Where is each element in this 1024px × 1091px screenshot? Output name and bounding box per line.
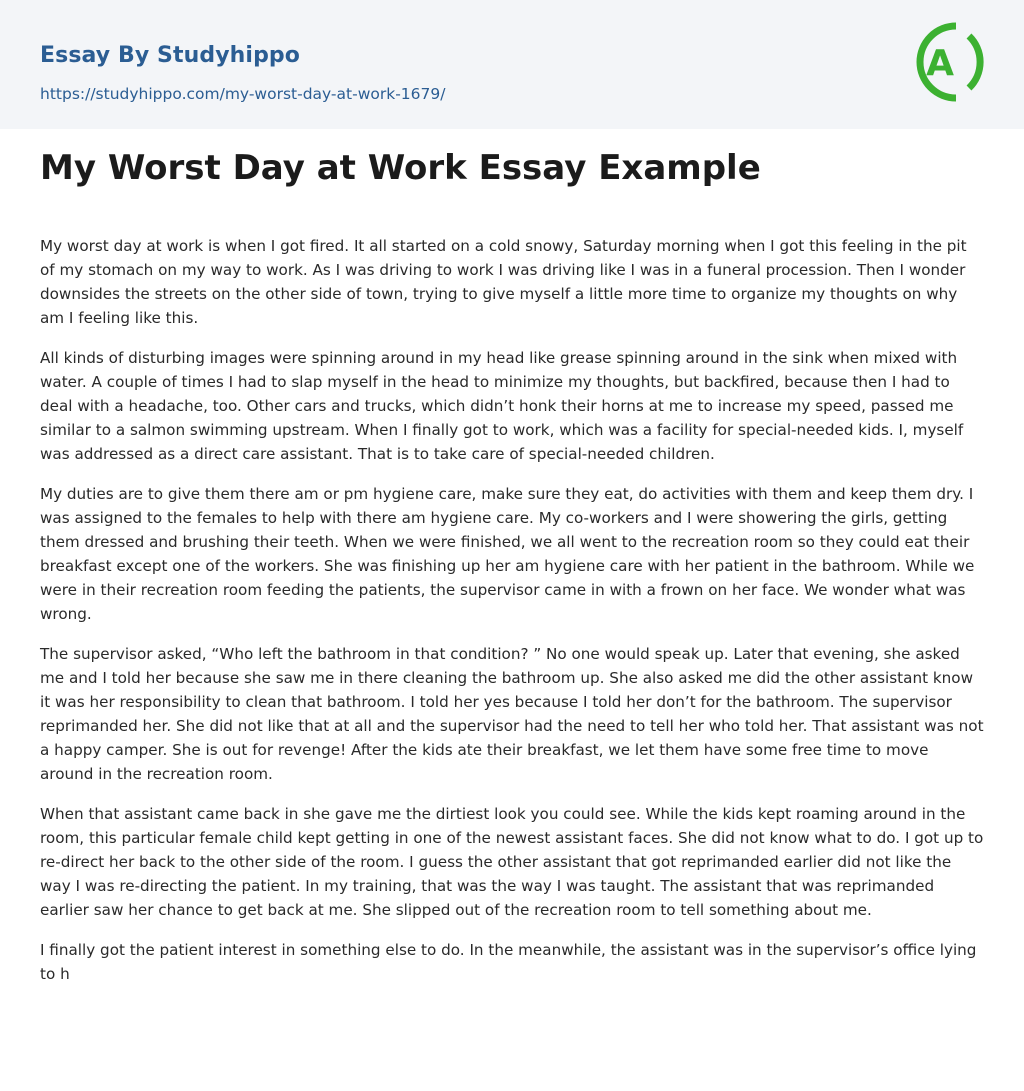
page-title: My Worst Day at Work Essay Example xyxy=(40,148,761,188)
essay-paragraph: My worst day at work is when I got fired. It all started on a cold snowy, Saturday morning when I got this feeling in the pit of my stomach on my way to work. As I was driving to work I was driving like I was in a funeral procession. Then I wonder downsides the streets on the other side of town, trying to give myself a little more time to organize my thoughts on why am I feeling like this. xyxy=(40,237,967,327)
essay-url-link[interactable]: https://studyhippo.com/my-worst-day-at-work-1679/ xyxy=(40,85,446,103)
site-brand[interactable]: Essay By Studyhippo xyxy=(40,43,300,68)
essay-body xyxy=(40,234,986,1002)
essay-paragraph: My duties are to give them there am or pm hygiene care, make sure they eat, do activities with them and keep them dry. I was assigned to the females to help with there am hygiene care. My co-workers and I were showering the girls, getting them dressed and brushing their teeth. When we were finished, we all went to the recreation room so they could eat their breakfast except one of the workers. She was finishing up her am hygiene care with her patient in the bathroom. While we were in their recreation room feeding the patients, the supervisor came in with a frown on her face. We wonder what was wrong. xyxy=(40,485,975,623)
studyhippo-logo-icon[interactable] xyxy=(913,18,987,106)
essay-paragraph: When that assistant came back in she gave me the dirtiest look you could see. While the kids kept roaming around in the room, this particular female child kept getting in one of the newest assistant faces. She did not know what to do. I got up to re-direct her back to the other side of the room. I guess the other assistant that got reprimanded earlier did not like the way I was re-directing the patient. In my training, that was the way I was taught. The assistant that was reprimanded earlier saw her chance to get back at me. She slipped out of the recreation room to tell something about me. xyxy=(40,805,984,919)
logo-letter: A xyxy=(926,43,954,84)
site-header xyxy=(0,0,1024,129)
essay-paragraph: The supervisor asked, “Who left the bathroom in that condition? ” No one would speak up. Later that evening, she asked me and I told her because she saw me in there cleaning the bathroom up. She also asked me did the other assistant know it was her responsibility to clean that bathroom. I told her yes because I told her don’t for the bathroom. The supervisor reprimanded her. She did not like that at all and the supervisor had the need to tell her who told her. That assistant was not a happy camper. She is out for revenge! After the kids ate their breakfast, we let them have some free time to move around in the recreation room. xyxy=(40,645,984,783)
essay-paragraph: I finally got the patient interest in something else to do. In the meanwhile, the assistant was in the supervisor’s office lying to h xyxy=(40,941,977,983)
essay-paragraph: All kinds of disturbing images were spinning around in my head like grease spinning around in the sink when mixed with water. A couple of times I had to slap myself in the head to minimize my thoughts, but backfired, because then I had to deal with a headache, too. Other cars and trucks, which didn’t honk their horns at me to increase my speed, passed me similar to a salmon swimming upstream. When I finally got to work, which was a facility for special-needed kids. I, myself was addressed as a direct care assistant. That is to take care of special-needed children. xyxy=(40,349,964,463)
